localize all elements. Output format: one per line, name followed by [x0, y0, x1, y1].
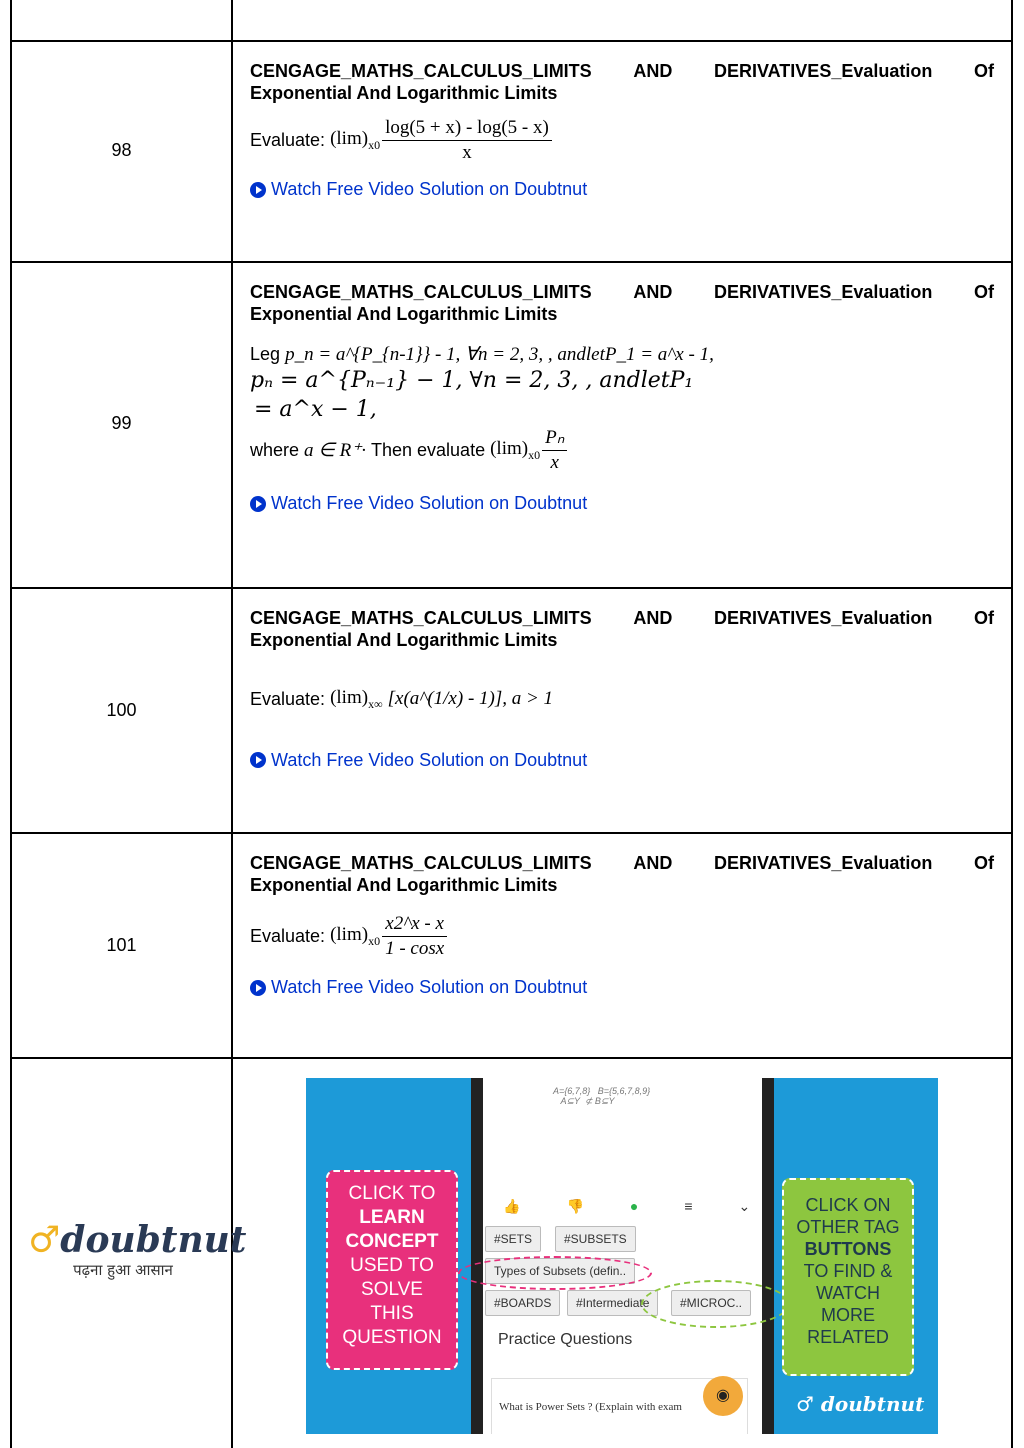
heading-part: AND [633, 608, 673, 628]
limit-operator: $(\lim)_{x0}$ [330, 924, 381, 948]
banner-brand: doubtnut [820, 1392, 925, 1416]
numerator: Pₙ [542, 426, 567, 451]
question-heading [250, 281, 994, 325]
practice-item: What is Power Sets ? (Explain with exam [499, 1401, 682, 1413]
banner-text: SOLVE [361, 1279, 423, 1300]
heading-part: CENGAGE_MATHS_CALCULUS_LIMITS [250, 608, 592, 628]
link-label: Watch Free Video Solution on Doubtnut [271, 977, 588, 997]
like-icon[interactable]: 👍 [503, 1198, 521, 1214]
fraction [382, 912, 447, 961]
question-heading [250, 60, 994, 104]
heading-part: Of [974, 282, 994, 302]
watch-video-link[interactable] [250, 179, 994, 200]
tag-button[interactable]: Types of Subsets (defin.. [485, 1258, 635, 1284]
heading-part: Of [974, 61, 994, 81]
numerator: log(5 + x) - log(5 - x) [382, 116, 552, 141]
tag-button[interactable]: #MICROC.. [671, 1290, 751, 1316]
logo-mark-icon: ♂ [28, 1219, 61, 1261]
heading-part: AND [633, 61, 673, 81]
chevron-down-icon[interactable]: ⌄ [738, 1198, 751, 1214]
banner-text: TO FIND & [803, 1261, 893, 1281]
question-block [250, 60, 994, 200]
camera-icon[interactable]: ◉ [703, 1376, 743, 1416]
question-text-part: Then evaluate [371, 440, 486, 460]
table-border-left [10, 0, 12, 1448]
banner-text: USED TO [350, 1255, 434, 1276]
question-text [250, 687, 994, 712]
math-expression: a ∈ R⁺· [304, 440, 366, 461]
question-prefix: Leg [250, 344, 281, 364]
limit-operator: $(\lim)_{x\infty}$ [330, 687, 383, 711]
doubtnut-logo [28, 1219, 247, 1280]
question-number: 101 [106, 935, 137, 955]
math-expression-display: pₙ = a^{Pₙ₋₁} − 1, ∀n = 2, 3, , andletP₁ [250, 368, 694, 393]
heading-part: CENGAGE_MATHS_CALCULUS_LIMITS [250, 853, 592, 873]
limit-operator: $(\lim)_{x0}$ [490, 438, 541, 462]
banner-text: WATCH [816, 1283, 880, 1303]
playlist-add-icon[interactable]: ≡ [684, 1198, 693, 1214]
heading-line-2: Exponential And Logarithmic Limits [250, 630, 558, 650]
question-text [250, 912, 994, 961]
learn-concept-box [326, 1170, 458, 1370]
heading-part: CENGAGE_MATHS_CALCULUS_LIMITS [250, 61, 592, 81]
row-divider [10, 587, 1013, 589]
question-heading [250, 852, 994, 896]
row-divider [10, 1057, 1013, 1059]
heading-part: AND [633, 282, 673, 302]
heading-part: DERIVATIVES_Evaluation [713, 282, 933, 302]
banner-text: CLICK ON [805, 1195, 891, 1215]
question-prefix: Evaluate: [250, 130, 326, 150]
logo-tagline: पढ़ना हुआ आसान [73, 1261, 173, 1279]
watch-video-link[interactable] [250, 750, 994, 771]
question-block [250, 281, 994, 514]
highlight-oval [458, 1256, 652, 1290]
heading-part: Of [974, 853, 994, 873]
question-number: 98 [111, 140, 132, 160]
question-text [250, 116, 994, 165]
highlight-oval [641, 1280, 790, 1328]
logo-wordmark [28, 1219, 247, 1261]
banner-text: RELATED [807, 1327, 889, 1347]
banner-text: CONCEPT [345, 1231, 439, 1252]
limit-operator: $(\lim)_{x0}$ [330, 128, 381, 152]
play-circle-icon [250, 752, 266, 768]
row-divider [10, 40, 1013, 42]
row-divider [10, 832, 1013, 834]
question-number: 100 [106, 700, 137, 720]
row-divider [10, 261, 1013, 263]
math-expression: p_n = a^{P_{n-1}} - 1, ∀n = 2, 3, , andletP_1 = a^x - 1, [285, 344, 714, 365]
question-text [250, 426, 994, 475]
question-block [250, 607, 994, 771]
action-icons [503, 1198, 750, 1215]
heading-part: AND [633, 853, 673, 873]
heading-part: DERIVATIVES_Evaluation [713, 608, 933, 628]
tag-buttons-box [782, 1178, 914, 1376]
heading-part: DERIVATIVES_Evaluation [713, 61, 933, 81]
banner-text: MORE [821, 1305, 875, 1325]
promo-banner[interactable] [306, 1078, 938, 1434]
question-line [250, 343, 994, 366]
play-circle-icon [250, 980, 266, 996]
play-circle-icon [250, 496, 266, 512]
fraction [382, 116, 552, 165]
heading-part: DERIVATIVES_Evaluation [713, 853, 933, 873]
phone-mockup [471, 1078, 774, 1434]
banner-text: BUTTONS [804, 1239, 892, 1259]
link-label: Watch Free Video Solution on Doubtnut [271, 749, 588, 770]
banner-text: THIS [370, 1303, 414, 1324]
question-heading [250, 607, 994, 651]
banner-text: OTHER TAG [796, 1217, 900, 1237]
whatsapp-icon[interactable]: ● [629, 1198, 639, 1214]
question-prefix: Evaluate: [250, 926, 326, 946]
dislike-icon[interactable]: 👎 [566, 1198, 584, 1214]
watch-video-link[interactable] [250, 977, 994, 998]
question-prefix: Evaluate: [250, 688, 326, 709]
heading-line-2: Exponential And Logarithmic Limits [250, 875, 558, 895]
denominator: x [462, 142, 472, 163]
question-prefix: where [250, 440, 300, 460]
link-label: Watch Free Video Solution on Doubtnut [271, 179, 588, 199]
banner-text: CLICK TO [348, 1183, 436, 1204]
heading-line-2: Exponential And Logarithmic Limits [250, 83, 558, 103]
tag-button[interactable]: #BOARDS [485, 1290, 560, 1316]
heading-part: Of [974, 608, 994, 628]
tag-button[interactable]: #SUBSETS [555, 1226, 636, 1252]
denominator: 1 - cosx [385, 938, 445, 959]
banner-logo: ♂ doubtnut [796, 1392, 925, 1416]
tag-button[interactable]: #Intermediate [567, 1290, 658, 1316]
banner-text: QUESTION [342, 1327, 442, 1348]
denominator: x [550, 452, 559, 473]
banner-text: LEARN [359, 1207, 425, 1228]
handwritten-notes: A={6,7,8} B={5,6,7,8,9} A⊆Y ⊄ B⊆Y [553, 1086, 651, 1106]
math-expression-display: = a^x − 1, [254, 397, 377, 422]
play-circle-icon [250, 182, 266, 198]
table-border-right [1011, 0, 1013, 1448]
fraction [542, 426, 567, 475]
heading-line-2: Exponential And Logarithmic Limits [250, 304, 558, 324]
numerator: x2^x - x [382, 912, 447, 937]
link-label: Watch Free Video Solution on Doubtnut [271, 493, 588, 513]
question-number: 99 [111, 413, 132, 433]
practice-heading: Practice Questions [498, 1331, 633, 1348]
tag-button[interactable]: #SETS [485, 1226, 541, 1252]
question-block [250, 852, 994, 998]
math-expression: [x(a^(1/x) - 1)], a > 1 [387, 688, 554, 710]
watch-video-link[interactable] [250, 493, 994, 514]
logo-brand: doubtnut [60, 1219, 247, 1261]
heading-part: CENGAGE_MATHS_CALCULUS_LIMITS [250, 282, 592, 302]
